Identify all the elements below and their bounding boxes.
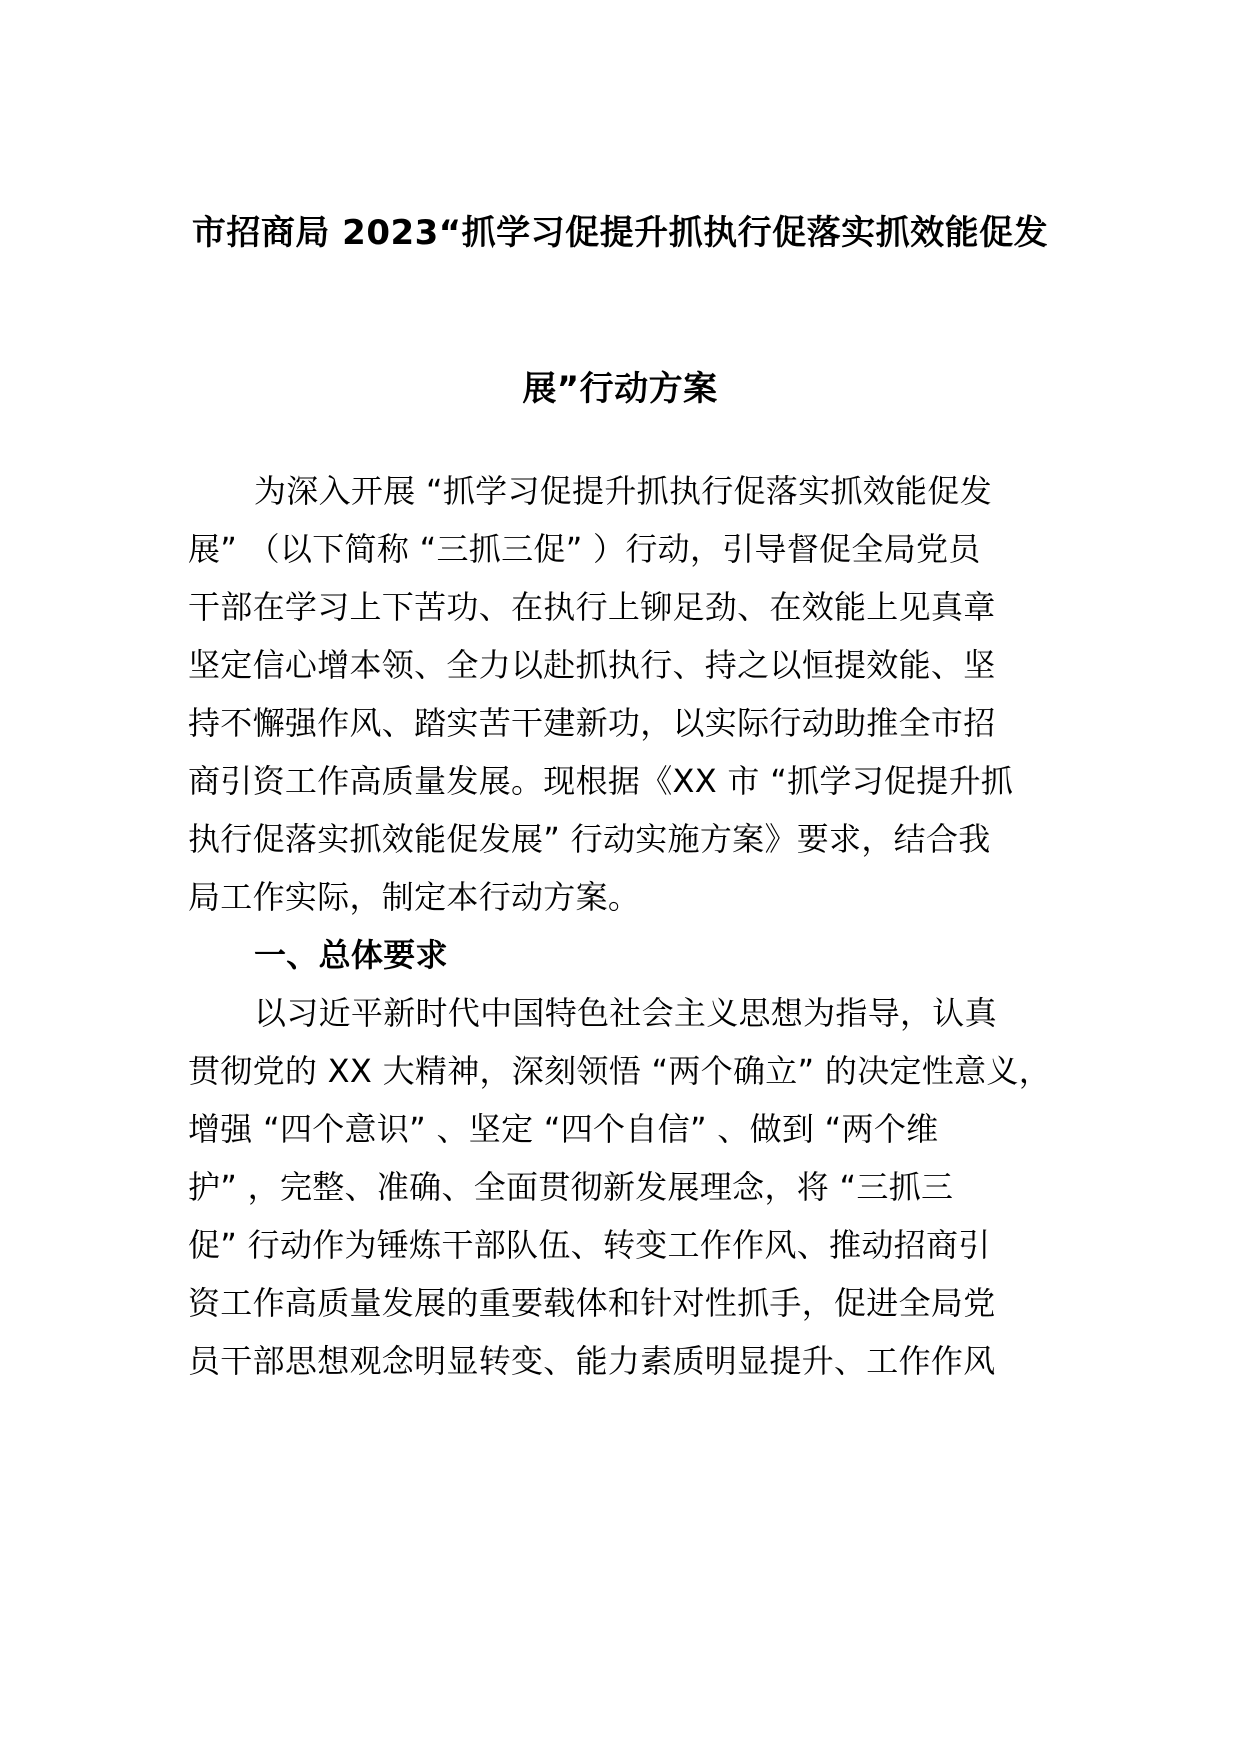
paragraph-line: 增强 “四个意识” 、坚定 “四个自信” 、做到 “两个维 [188,1110,939,1148]
paragraph-line: 为深入开展 “抓学习促提升抓执行促落实抓效能促发 [254,472,992,510]
paragraph-line: 展” （以下简称 “三抓三促” ）行动，引导督促全局党员 [188,530,981,568]
paragraph-line: 以习近平新时代中国特色社会主义思想为指导，认真 [254,994,997,1032]
paragraph-line: 局工作实际，制定本行动方案。 [188,878,641,916]
paragraph-line: 员干部思想观念明显转变、能力素质明显提升、工作作风 [188,1342,996,1380]
paragraph-line: 护” ，完整、准确、全面贯彻新发展理念，将 “三抓三 [188,1168,954,1206]
paragraph-line: 资工作高质量发展的重要载体和针对性抓手，促进全局党 [188,1284,996,1322]
paragraph-line: 商引资工作高质量发展。现根据《XX 市 “抓学习促提升抓 [188,762,1014,800]
document-title-line-1: 市招商局 2023“抓学习促提升抓执行促落实抓效能促发 [191,213,1049,253]
paragraph-line: 坚定信心增本领、全力以赴抓执行、持之以恒提效能、坚 [188,646,996,684]
document-title-line-2: 展”行动方案 [522,369,718,409]
paragraph-line: 干部在学习上下苦功、在执行上铆足劲、在效能上见真章 [188,588,996,626]
paragraph-line: 促” 行动作为锤炼干部队伍、转变工作作风、推动招商引 [188,1226,991,1264]
section-heading: 一、总体要求 [254,936,448,974]
paragraph-line: 持不懈强作风、踏实苦干建新功，以实际行动助推全市招 [188,704,996,742]
paragraph-line: 贯彻党的 XX 大精神，深刻领悟 “两个确立” 的决定性意义， [188,1052,1051,1090]
paragraph-line: 执行促落实抓效能促发展” 行动实施方案》要求，结合我 [188,820,991,858]
